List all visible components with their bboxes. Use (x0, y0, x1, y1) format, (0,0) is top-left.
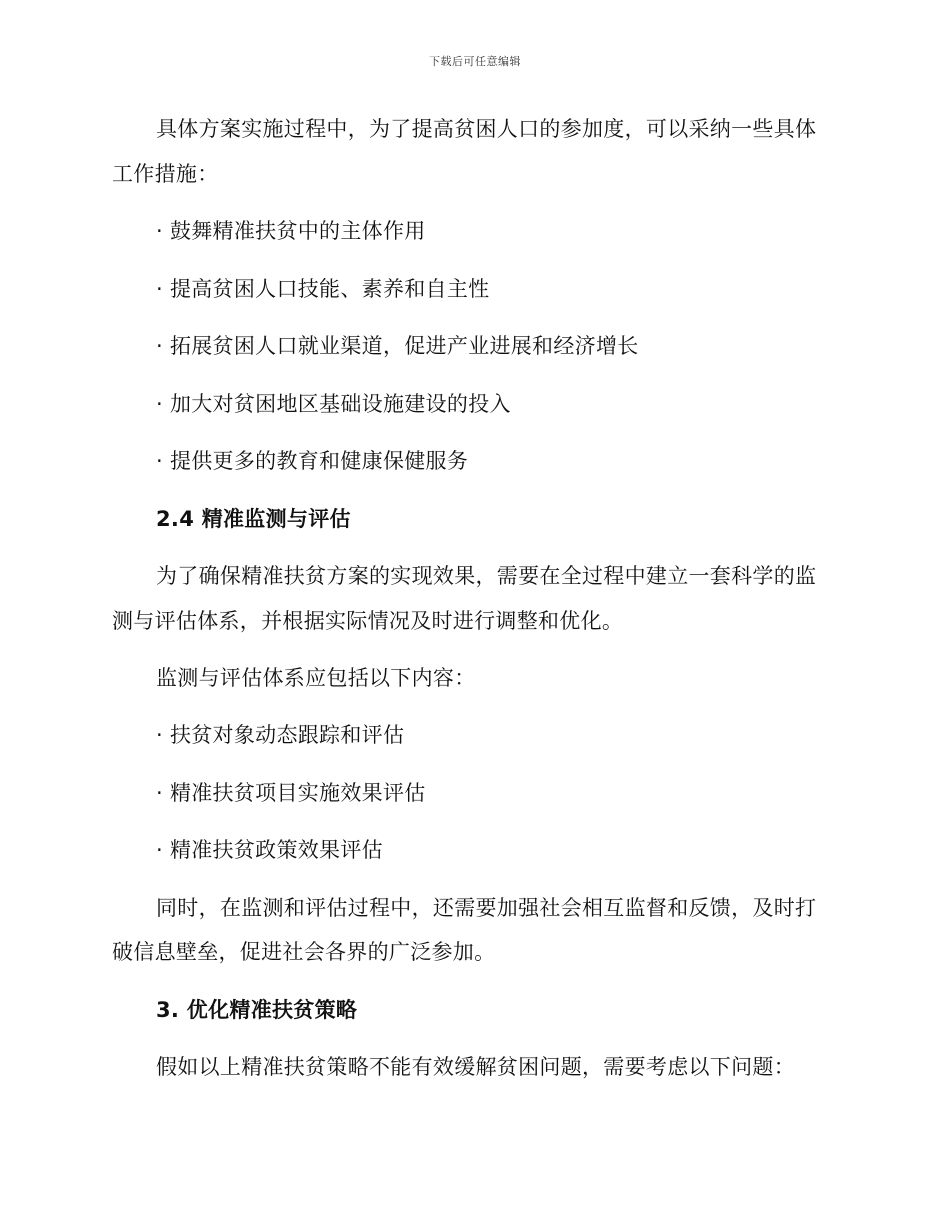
bullet-item: · 鼓舞精准扶贫中的主体作用 (156, 219, 426, 243)
paragraph-line: 同时，在监测和评估过程中，还需要加强社会相互监督和反馈，及时打 (156, 896, 817, 920)
bullet-item: · 加大对贫困地区基础设施建设的投入 (156, 392, 511, 416)
bullet-item: · 精准扶贫项目实施效果评估 (156, 781, 426, 805)
bullet-item: · 精准扶贫政策效果评估 (156, 838, 383, 862)
section-heading: 2.4 精准监测与评估 (156, 507, 351, 531)
paragraph-line: 假如以上精准扶贫策略不能有效缓解贫困问题，需要考虑以下问题： (156, 1055, 795, 1079)
paragraph-line: 监测与评估体系应包括以下内容： (156, 666, 476, 690)
paragraph-line: 测与评估体系，并根据实际情况及时进行调整和优化。 (112, 609, 624, 633)
bullet-item: · 扶贫对象动态跟踪和评估 (156, 723, 405, 747)
bullet-item: · 提供更多的教育和健康保健服务 (156, 449, 469, 473)
bullet-item: · 提高贫困人口技能、素养和自主性 (156, 277, 490, 301)
paragraph-line: 为了确保精准扶贫方案的实现效果，需要在全过程中建立一套科学的监 (156, 564, 817, 588)
bullet-item: · 拓展贫困人口就业渠道，促进产业进展和经济增长 (156, 334, 639, 358)
paragraph-line: 工作措施： (112, 162, 219, 186)
page-header: 下载后可任意编辑 (429, 55, 521, 68)
paragraph-line: 破信息壁垒，促进社会各界的广泛参加。 (112, 940, 496, 964)
paragraph-line: 具体方案实施过程中，为了提高贫困人口的参加度，可以采纳一些具体 (156, 117, 817, 141)
section-heading: 3. 优化精准扶贫策略 (156, 998, 358, 1022)
